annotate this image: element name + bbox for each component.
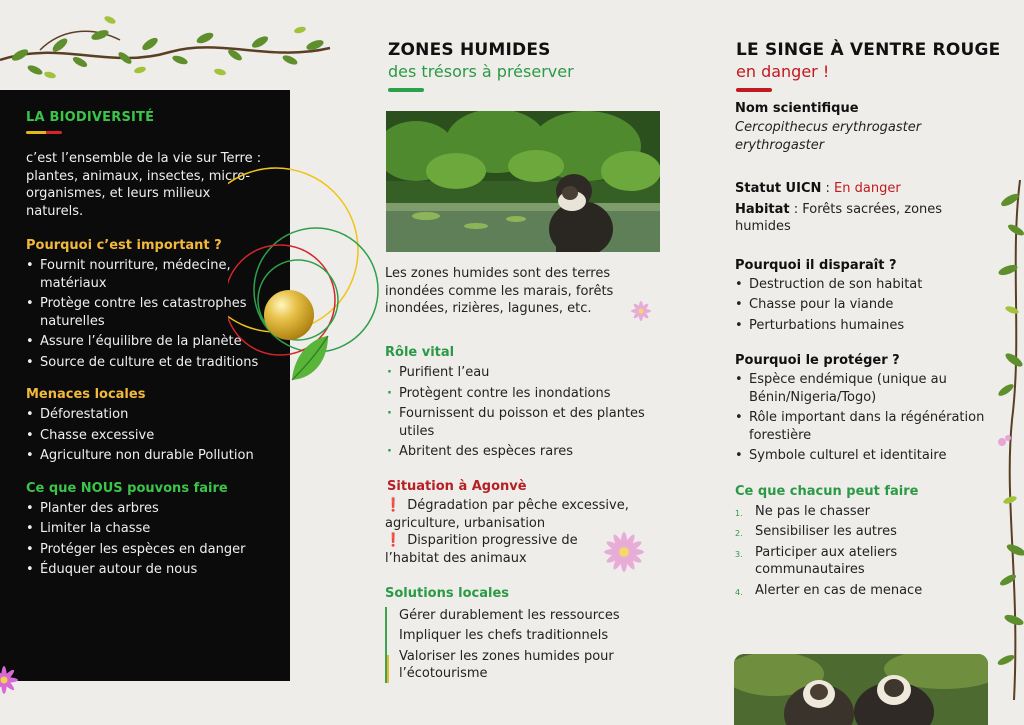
status-label: Statut UICN	[735, 181, 822, 196]
list-item: • Protéger les espèces en danger	[26, 541, 268, 559]
warning-exclamation-icon: ❗	[385, 498, 402, 513]
heading-underline	[26, 131, 62, 134]
action-list	[735, 503, 985, 600]
status-value: En danger	[834, 181, 901, 196]
action-title: Ce que chacun peut faire	[735, 483, 919, 499]
situation-item: ❗ Disparition progressive de l’habitat des animaux	[385, 533, 578, 566]
wetland-monkey-photo	[386, 111, 660, 252]
wetlands-intro: Les zones humides sont des terres inondées comme les marais, forêts inondées, rizières, lagunes, etc.	[385, 266, 614, 316]
pink-flower-decoration	[630, 300, 652, 322]
title-underline	[388, 88, 424, 92]
threats-list	[26, 406, 268, 465]
list-item: Impliquer les chefs traditionnels	[399, 628, 609, 643]
role-list	[385, 364, 665, 461]
list-item: • Chasse excessive	[26, 427, 268, 445]
list-item: • Agriculture non durable Pollution	[26, 447, 268, 465]
solutions-title: Solutions locales	[385, 586, 510, 601]
leaf-decoration	[288, 334, 332, 384]
list-item: · Protègent contre les inondations	[385, 385, 665, 403]
protect-title: Pourquoi le protéger ?	[735, 353, 900, 368]
leafy-vine-decoration	[996, 180, 1024, 700]
list-item: 3. Participer aux ateliers communautaires	[735, 544, 898, 577]
list-item: • Chasse pour la viande	[735, 296, 985, 314]
habitat-value: : Forêts sacrées, zones humides	[735, 201, 943, 234]
situation-item: ❗ Dégradation par pêche excessive, agriculture, urbanisation	[385, 498, 629, 531]
list-item: • Déforestation	[26, 406, 268, 424]
list-item: • Destruction de son habitat	[735, 276, 985, 294]
list-item: • Fournit nourriture, médecine, matériaux	[26, 257, 268, 292]
monkey-body	[735, 101, 985, 602]
list-item: • Assure l’équilibre de la planète	[26, 333, 268, 351]
list-item: • Symbole culturel et identitaire	[735, 447, 985, 465]
wetlands-body	[385, 265, 665, 686]
section-title-threats: Menaces locales	[26, 387, 146, 402]
accent-line	[387, 655, 389, 683]
list-item: • Limiter la chasse	[26, 520, 268, 538]
pink-flower-decoration	[0, 660, 22, 700]
actions-list	[26, 500, 268, 579]
red-bellied-monkey-photo	[734, 654, 988, 725]
wetlands-subtitle: des trésors à préserver	[388, 62, 574, 81]
warning-exclamation-icon: ❗	[385, 533, 402, 548]
why-list	[735, 276, 985, 335]
list-item: • Perturbations humaines	[735, 317, 985, 335]
title-underline	[736, 88, 772, 92]
list-item: · Abritent des espèces rares	[385, 443, 665, 461]
biodiversity-intro: c’est l’ensemble de la vie sur Terre : plantes, animaux, insectes, micro-organismes, et leurs milieux naturels.	[26, 151, 262, 219]
list-item: • Espèce endémique (unique au Bénin/Nigeria/Togo)	[735, 371, 985, 406]
pink-flower-decoration	[602, 530, 646, 574]
section-title-actions: Ce que NOUS pouvons faire	[26, 480, 228, 496]
list-item: Gérer durablement les ressources	[399, 607, 620, 623]
list-item: 4. Alerter en cas de menace	[735, 582, 923, 598]
sci-name-value: Cercopithecus erythrogaster erythrogaster	[735, 120, 922, 153]
protect-list	[735, 371, 985, 465]
list-item: • Éduquer autour de nous	[26, 561, 268, 579]
role-title: Rôle vital	[385, 344, 455, 360]
habitat-label: Habitat	[735, 201, 790, 217]
situation-title: Situation à Agonvè	[387, 478, 527, 494]
list-item: Valoriser les zones humides pour l’écotourisme	[399, 648, 614, 681]
list-item: 2. Sensibiliser les autres	[735, 524, 897, 539]
list-item: • Source de culture et de traditions	[26, 354, 268, 372]
list-item: • Planter des arbres	[26, 500, 268, 518]
monkey-subtitle: en danger !	[736, 62, 830, 81]
list-item: • Rôle important dans la régénération forestière	[735, 409, 985, 444]
status-line: Statut UICN : En danger	[735, 181, 901, 196]
list-item: · Fournissent du poisson et des plantes utiles	[385, 405, 665, 440]
why-title: Pourquoi il disparaît ?	[735, 257, 897, 273]
habitat-line	[735, 201, 985, 236]
gold-sphere-decoration	[264, 290, 314, 340]
section-title-importance: Pourquoi c’est important ?	[26, 238, 222, 253]
solutions-list	[385, 607, 655, 683]
sci-name-label: Nom scientifique	[735, 101, 859, 116]
monkey-title: LE SINGE À VENTRE ROUGE	[736, 40, 1001, 60]
biodiversity-heading: LA BIODIVERSITÉ	[26, 110, 155, 125]
list-item: • Protège contre les catastrophes naturelles	[26, 295, 268, 330]
leafy-vine-decoration	[0, 0, 340, 100]
list-item: · Purifient l’eau	[385, 364, 665, 382]
list-item: 1. Ne pas le chasser	[735, 503, 870, 519]
wetlands-title: ZONES HUMIDES	[388, 40, 551, 60]
